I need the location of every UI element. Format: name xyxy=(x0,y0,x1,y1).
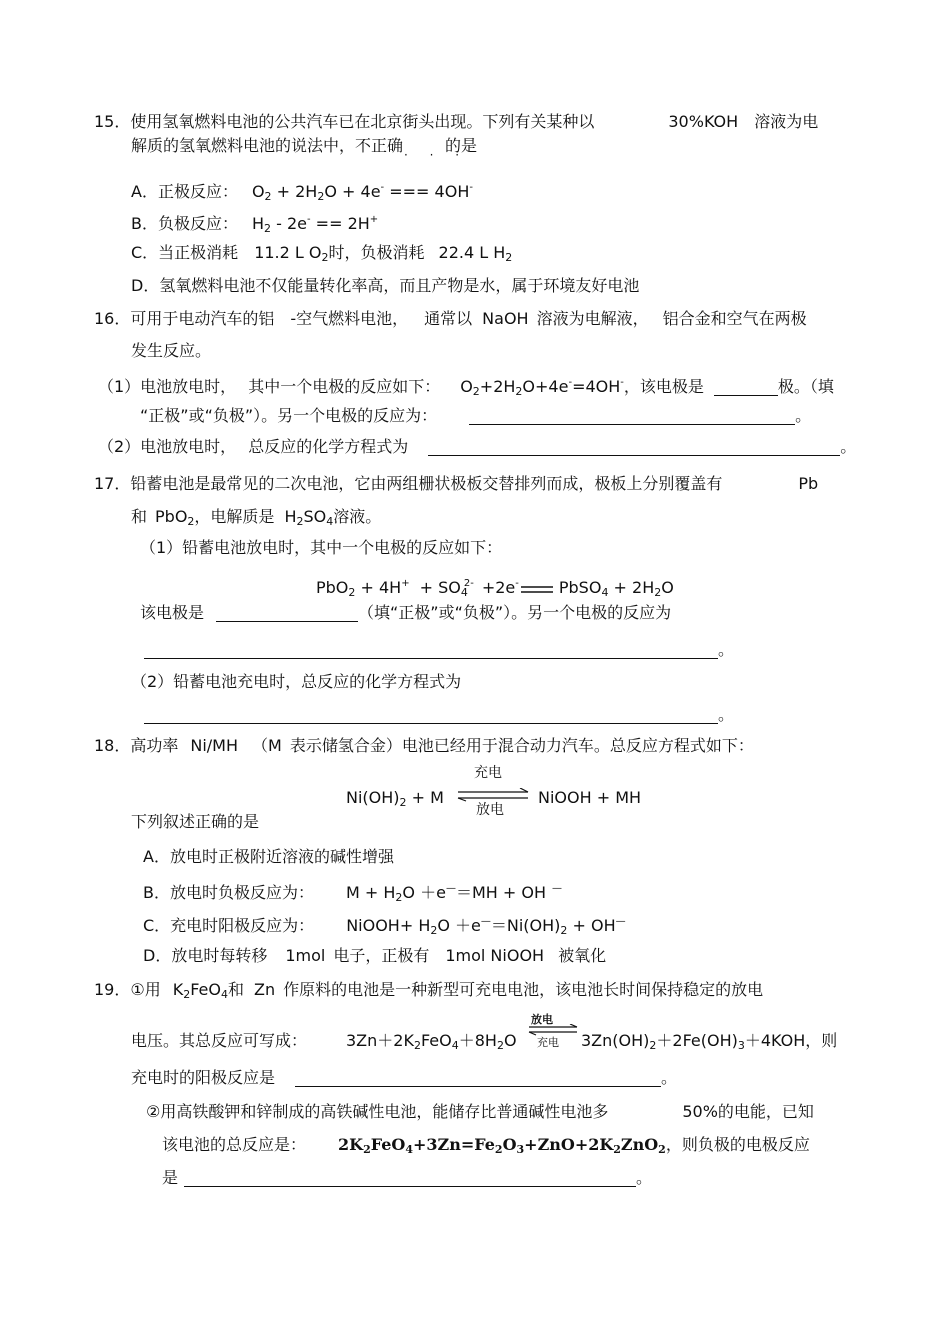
lead-other-electrode-blank[interactable] xyxy=(144,642,718,659)
q18-equation-right: NiOOH + MH xyxy=(538,788,642,807)
q19-part2-line2: 该电池的总反应是： $2K_2FeO_4+3Zn=Fe_2O_3+ZnO+2K_2ZnO_2$，则负极的电极反应 xyxy=(162,1135,810,1156)
q16-part1-line2: “正极”或“负极”）。另一个电极的反应为： 。 xyxy=(140,406,812,425)
q17-part1-answer: 该电极是 （填“正极”或“负极”）。另一个电极的反应为 xyxy=(140,603,672,622)
q17-part2-prompt: （2）铅蓄电池充电时，总反应的化学方程式为 xyxy=(131,672,462,691)
lead-charge-reaction-blank[interactable] xyxy=(144,707,718,724)
q18-option-a: A．放电时正极附近溶液的碱性增强 xyxy=(143,847,394,866)
q19-part2-line3: 是 。 xyxy=(162,1168,653,1187)
q18-option-b: B．放电时负极反应为： $M + H_2O +e^—=MH$ + OH — xyxy=(143,883,562,904)
q19-line3: 充电时的阳极反应是 。 xyxy=(131,1068,678,1087)
q15-stem-line2: 解质的氢氧燃料电池的说法中，不正确 的是 xyxy=(131,136,478,155)
q16-part2: （2）电池放电时， 总反应的化学方程式为 。 xyxy=(98,437,857,456)
other-electrode-answer-blank[interactable] xyxy=(469,408,795,425)
q17-part2-answer: 。 xyxy=(144,705,734,725)
discharge-label: 放电 xyxy=(476,802,504,818)
q19-equation-right: $3Zn(OH)_2+2Fe(OH)_3+4KOH$，则 xyxy=(581,1031,838,1052)
q19-equation-left: $3Zn+2K_2FeO_4+8H_2O$ xyxy=(346,1031,517,1052)
lead-electrode-answer-blank[interactable] xyxy=(216,605,358,622)
q15-option-a: A．正极反应： $O_2 + 2H_2O + 4e^-$ === 4OH- xyxy=(131,182,473,203)
q16-part1-line1: （1）电池放电时， 其中一个电极的反应如下： $O_2+2H_2O+4e^-=4OH^-$，该电极是 极。（填 xyxy=(98,377,834,398)
q16-stem-line2: 发生反应。 xyxy=(131,341,212,360)
charge-label: 充电 xyxy=(474,765,502,781)
q18-equation-left: $Ni(OH)_2 + M$ xyxy=(346,788,444,809)
q19-stem-line1: 19．①用 $K_2FeO_4$和 Zn 作原料的电池是一种新型可充电电池，该电池长时间保持稳定的放电 xyxy=(94,980,764,1001)
electrode-answer-blank[interactable] xyxy=(714,379,778,396)
anode-reaction-answer-blank[interactable] xyxy=(295,1070,661,1087)
q15-option-d: D．氢氧燃料电池不仅能量转化率高，而且产物是水，属于环境友好电池 xyxy=(131,276,640,295)
q16-stem-line1: 16．可用于电动汽车的铝 -空气燃料电池， 通常以 NaOH 溶液为电解液， 铝合金和空气在两极 xyxy=(94,309,807,328)
q18-stem: 18．高功率 Ni/MH （M 表示储氢合金）电池已经用于混合动力汽车。总反应方程式如下： xyxy=(94,736,754,755)
q17-stem-line1: 17．铅蓄电池是最常见的二次电池，它由两组栅状极板交替排列而成，极板上分别覆盖有 Pb xyxy=(94,474,819,493)
q17-lead-equation: $PbO_2 + 4H^+ + SO_4^{2-} +2e^-$ PbSO$_4$ + $2H_2O$ xyxy=(316,578,674,599)
q18-option-d: D．放电时每转移 1mol 电子，正极有 1mol NiOOH 被氧化 xyxy=(143,946,607,965)
q17-part1-answer-line2: 。 xyxy=(144,640,734,660)
emphasis-dots: · · · xyxy=(404,148,469,162)
q15-option-c: C．当正极消耗 11.2 L $O_2$时，负极消耗 22.4 L $H_2$ xyxy=(131,243,513,264)
q15-option-b: B．负极反应： $H_2 - 2e^- == 2H^+$ xyxy=(131,214,379,235)
ferrate-total-equation: $2K_2FeO_4+3Zn=Fe_2O_3+ZnO+2K_2ZnO_2$ xyxy=(338,1135,666,1156)
q19-line2-prefix: 电压。其总反应可写成： xyxy=(131,1031,308,1050)
q18-ask: 下列叙述正确的是 xyxy=(131,812,260,831)
q17-stem-line2: 和 PbO$_2$，电解质是 $H_2SO_4$溶液。 xyxy=(131,507,382,528)
q17-part1-prompt: （1）铅蓄电池放电时，其中一个电极的反应如下： xyxy=(140,538,503,557)
q18-option-c: C．充电时阳极反应为： NiOOH+ $H_2O +e^—=Ni(OH)_2 + OH^—$ xyxy=(143,916,626,937)
q19-charge-label: 充电 xyxy=(537,1036,559,1049)
q19-discharge-label: 放电 xyxy=(531,1013,553,1026)
negative-electrode-answer-blank[interactable] xyxy=(184,1170,636,1187)
q19-part2-line1: ②用高铁酸钾和锌制成的高铁碱性电池，能储存比普通碱性电池多 50%的电能，已知 xyxy=(146,1102,814,1121)
q15-stem-line1: 15．使用氢氧燃料电池的公共汽车已在北京街头出现。下列有关某种以 30%KOH 溶液为电 xyxy=(94,112,819,131)
total-reaction-answer-blank[interactable] xyxy=(428,439,840,456)
